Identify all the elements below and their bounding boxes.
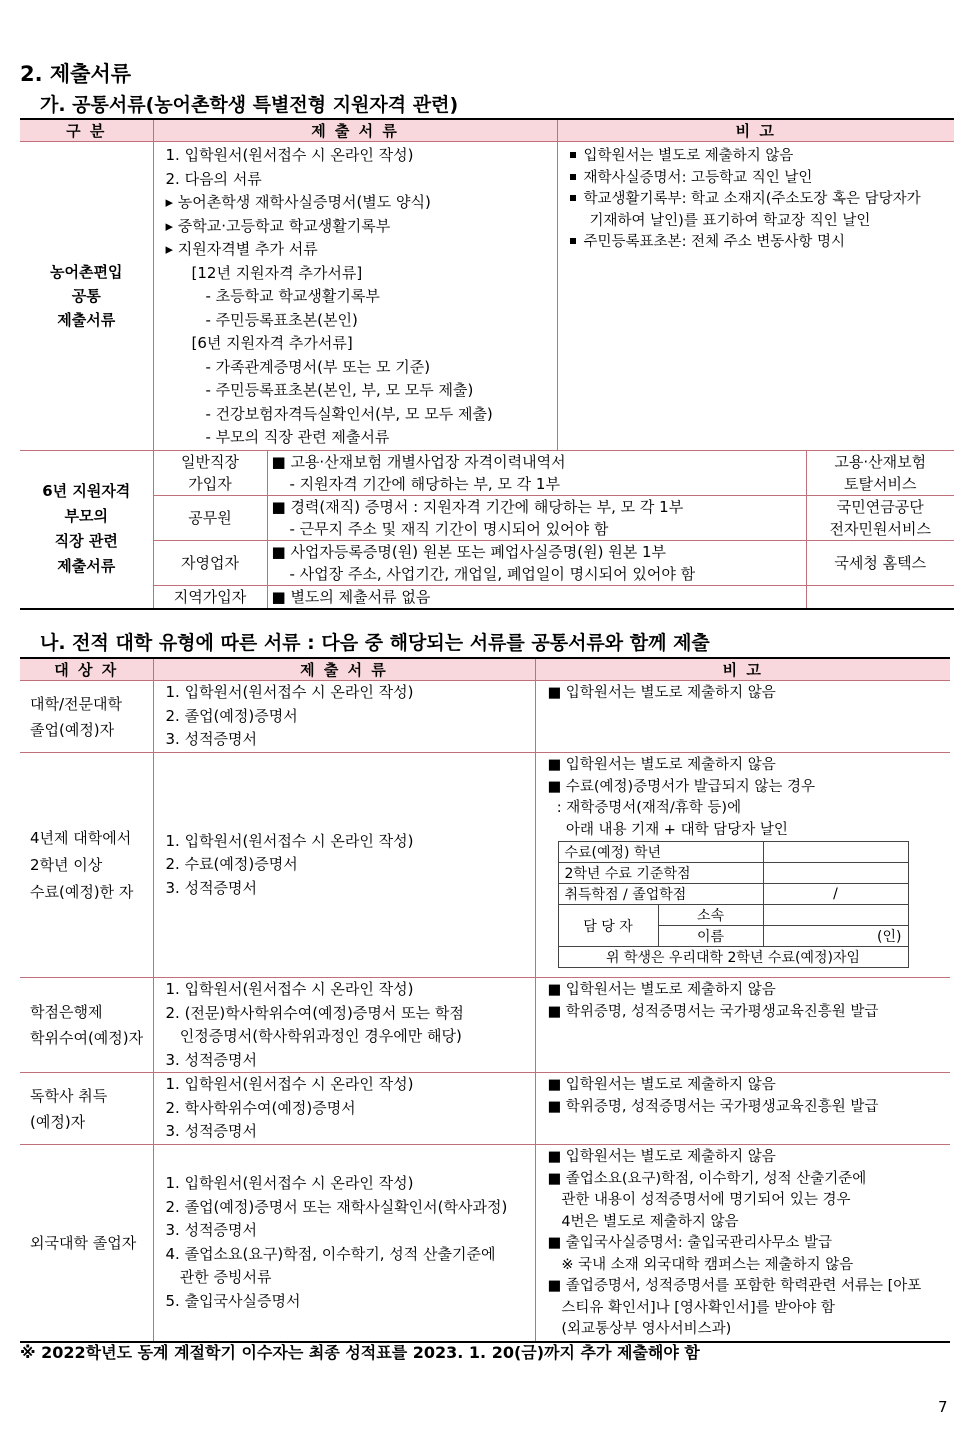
doc-line: - 가족관계증명서(부 또는 모 기준) bbox=[205, 357, 431, 376]
transfer-docs-table bbox=[20, 657, 950, 1343]
type-regional: 지역가입자 bbox=[153, 585, 267, 609]
notes-credit-bank: ■ 입학원서는 별도로 제출하지 않음 ■ 학위증명, 성적증명서는 국가평생교육진흥원 발급 bbox=[535, 978, 950, 1073]
doc-line: 1. 입학원서(원서접수 시 온라인 작성) bbox=[165, 146, 414, 164]
type-regular: 일반직장 가입자 bbox=[153, 450, 267, 495]
docs-foreign: 1. 입학원서(원서접수 시 온라인 작성) 2. 졸업(예정)증명서 또는 재학사실확인서(학사과정) 3. 성적증명서 4. 졸업소요(요구)학점, 이수학기, 성적 산출기준에 관한 증빙서류 5. 출입국사실증명서 bbox=[153, 1145, 535, 1342]
doc-line: [12년 지원자격 추가서류] bbox=[191, 263, 363, 282]
note-self-employed: 국세청 홈텍스 bbox=[806, 540, 954, 585]
form-acquired-value: / bbox=[763, 884, 908, 905]
doc-line: ▸ 농어촌학생 재학사실증명서(별도 양식) bbox=[165, 193, 431, 211]
target-self-study: 독학사 취득 (예정)자 bbox=[20, 1073, 153, 1145]
form-name-label: 이름 bbox=[658, 926, 763, 947]
form-affiliation-label: 소속 bbox=[658, 905, 763, 926]
docs-completion: 1. 입학원서(원서접수 시 온라인 작성) 2. 수료(예정)증명서 3. 성적증명서 bbox=[153, 753, 535, 978]
note-regional bbox=[806, 585, 954, 609]
form-seal-mark: (인) bbox=[763, 926, 908, 947]
docs-regional: ■ 별도의 제출서류 없음 bbox=[267, 585, 806, 609]
doc-line: - 부모의 직장 관련 제출서류 bbox=[205, 428, 390, 446]
doc-line: - 초등학교 학교생활기록부 bbox=[205, 287, 380, 305]
note-civil-servant: 국민연금공단 전자민원서비스 bbox=[806, 495, 954, 540]
page-number: 7 bbox=[938, 1398, 948, 1416]
common-docs-list bbox=[153, 142, 557, 451]
header-documents: 제 출 서 류 bbox=[153, 119, 557, 142]
doc-line: - 주민등록표초본(본인) bbox=[205, 310, 358, 329]
form-acquired-label: 취득학점 / 졸업학점 bbox=[558, 884, 763, 905]
bullet-square-icon bbox=[570, 174, 576, 180]
header-documents-b: 제 출 서 류 bbox=[153, 658, 535, 681]
docs-graduate: 1. 입학원서(원서접수 시 온라인 작성) 2. 졸업(예정)증명서 3. 성적증명서 bbox=[153, 681, 535, 753]
notes-completion: ■ 입학원서는 별도로 제출하지 않음 ■ 수료(예정)증명서가 발급되지 않는 경우 : 재학증명서(재적/휴학 등)에 아래 내용 기재 + 대학 담당자 날인 수료(예정) 학년 2학년 수료 기준학점 취득학점 / 졸업학점 / 담 당 자 소속 이름 (인) 위 학생은 우리대학 2학년 수료(예정)자임 bbox=[535, 753, 950, 978]
header-remarks: 비 고 bbox=[557, 119, 954, 142]
bullet-square-icon bbox=[570, 195, 576, 201]
main-heading: 2. 제출서류 bbox=[20, 62, 132, 86]
form-credits-label: 2학년 수료 기준학점 bbox=[558, 863, 763, 884]
section-a-title: 가. 공통서류(농어촌학생 특별전형 지원자격 관련) bbox=[40, 94, 459, 116]
docs-credit-bank: 1. 입학원서(원서접수 시 온라인 작성) 2. (전문)학사학위수여(예정)증명서 또는 학점 인정증명서(학사학위과정인 경우에만 해당) 3. 성적증명서 bbox=[153, 978, 535, 1073]
header-target: 대 상 자 bbox=[20, 658, 153, 681]
target-foreign: 외국대학 졸업자 bbox=[20, 1145, 153, 1342]
form-grade-value bbox=[763, 842, 908, 863]
doc-line: 2. 다음의 서류 bbox=[165, 169, 262, 188]
form-confirmation: 위 학생은 우리대학 2학년 수료(예정)자임 bbox=[558, 947, 908, 968]
bullet-square-icon bbox=[570, 152, 576, 158]
type-civil-servant: 공무원 bbox=[153, 495, 267, 540]
target-completion: 4년제 대학에서 2학년 이상 수료(예정)한 자 bbox=[20, 753, 153, 978]
doc-line: - 건강보험자격득실확인서(부, 모 모두 제출) bbox=[205, 404, 493, 423]
bullet-square-icon bbox=[570, 238, 576, 244]
section-b-title: 나. 전적 대학 유형에 따른 서류 : 다음 중 해당되는 서류를 공통서류와 함께 제출 bbox=[40, 632, 710, 654]
doc-line: ▸ 지원자격별 추가 서류 bbox=[165, 240, 318, 258]
form-credits-value bbox=[763, 863, 908, 884]
footnote: ※ 2022학년도 동계 계절학기 이수자는 최종 성적표를 2023. 1. 20(금)까지 추가 제출해야 함 bbox=[20, 1343, 700, 1362]
common-notes: 입학원서는 별도로 제출하지 않음 재학사실증명서: 고등학교 직인 날인 학교생활기록부: 학교 소재지(주소도장 혹은 담당자가 기재하여 날인)를 표기하여 학교장 직인 날인 주민등록표초본: 전체 주소 변동사항 명시 bbox=[557, 142, 954, 451]
common-label: 농어촌편입 공통 제출서류 bbox=[20, 142, 153, 451]
form-grade-label: 수료(예정) 학년 bbox=[558, 842, 763, 863]
target-credit-bank: 학점은행제 학위수여(예정)자 bbox=[20, 978, 153, 1073]
header-category: 구 분 bbox=[20, 119, 153, 142]
notes-graduate: ■ 입학원서는 별도로 제출하지 않음 bbox=[535, 681, 950, 753]
docs-regular: ■ 고용·산재보험 개별사업장 자격이력내역서 - 지원자격 기간에 해당하는 부, 모 각 1부 bbox=[267, 450, 806, 495]
notes-foreign: ■ 입학원서는 별도로 제출하지 않음 ■ 졸업소요(요구)학점, 이수학기, 성적 산출기준에 관한 내용이 성적증명서에 명기되어 있는 경우 4번은 별도로 제출하지 않음 ■ 출입국사실증명서: 출입국관리사무소 발급 ※ 국내 소재 외국대학 캠퍼스는 제출하지 않음 ■ 졸업증명서, 성적증명서를 포함한 학력관련 서류는 [아포 스티유 확인서]나 [영사확인서]를 받아야 함 (외교통상부 영사서비스과) bbox=[547, 1149, 922, 1337]
form-affiliation-value bbox=[763, 905, 908, 926]
completion-form bbox=[558, 841, 909, 968]
header-remarks-b: 비 고 bbox=[535, 658, 950, 681]
doc-line: - 주민등록표초본(본인, 부, 모 모두 제출) bbox=[205, 381, 474, 399]
note-regular: 고용·산재보험 토탈서비스 bbox=[806, 450, 954, 495]
common-docs-table bbox=[20, 118, 954, 610]
docs-self-employed: ■ 사업자등록증명(원) 원본 또는 폐업사실증명(원) 원본 1부 - 사업장 주소, 사업기간, 개업일, 폐업일이 명시되어 있어야 함 bbox=[267, 540, 806, 585]
docs-civil-servant: ■ 경력(재직) 증명서 : 지원자격 기간에 해당하는 부, 모 각 1부 - 근무지 주소 및 재직 기간이 명시되어 있어야 함 bbox=[267, 495, 806, 540]
type-self-employed: 자영업자 bbox=[153, 540, 267, 585]
docs-self-study: 1. 입학원서(원서접수 시 온라인 작성) 2. 학사학위수여(예정)증명서 3. 성적증명서 bbox=[153, 1073, 535, 1145]
workplace-label: 6년 지원자격 부모의 직장 관련 제출서류 bbox=[20, 450, 153, 609]
doc-line: ▸ 중학교·고등학교 학교생활기록부 bbox=[165, 216, 391, 235]
form-officer-label: 담 당 자 bbox=[558, 905, 658, 947]
doc-line: [6년 지원자격 추가서류] bbox=[191, 334, 353, 352]
notes-self-study: ■ 입학원서는 별도로 제출하지 않음 ■ 학위증명, 성적증명서는 국가평생교육진흥원 발급 bbox=[535, 1073, 950, 1145]
target-graduate: 대학/전문대학 졸업(예정)자 bbox=[20, 681, 153, 753]
